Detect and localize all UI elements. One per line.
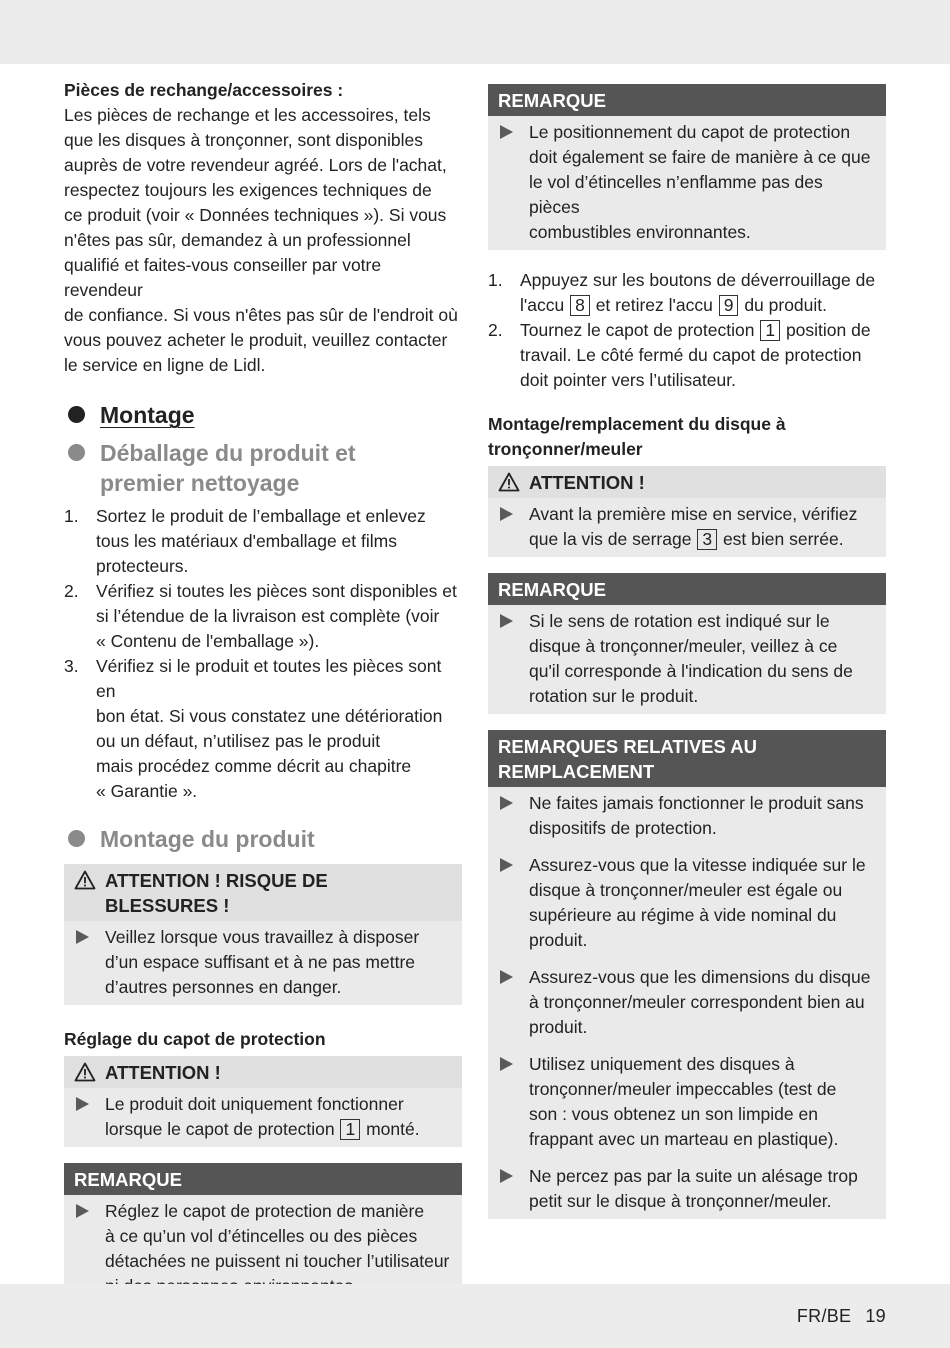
heading-text	[100, 438, 356, 498]
header-line: ATTENTION !	[529, 472, 645, 493]
text-line: rotation sur le produit.	[529, 686, 699, 706]
text-line: bon état. Si vous constatez une détérioration	[96, 706, 443, 726]
text-fragment: que la vis de serrage	[529, 529, 692, 549]
locale-code: FR/BE	[796, 1306, 852, 1326]
text-line: d’un espace suffisant et à ne pas mettre	[105, 952, 416, 972]
bullet-item	[488, 498, 886, 552]
text-line: Sortez le produit de l’emballage et enlevez	[96, 506, 426, 526]
bullet-item	[64, 1088, 462, 1142]
header-line: REMARQUE	[498, 90, 606, 111]
part-reference: 3	[697, 529, 717, 550]
text-line: Utilisez uniquement des disques à	[529, 1054, 795, 1074]
deballage-steps	[64, 504, 462, 804]
text-line: disque à tronçonner/meuler est égale ou	[529, 880, 843, 900]
text-line: Assurez-vous que la vitesse indiquée sur le	[529, 855, 866, 875]
text-line: doit également se faire de manière à ce que	[529, 147, 871, 167]
triangle-bullet-icon	[500, 1169, 513, 1183]
list-item	[488, 318, 886, 393]
text-line	[105, 1117, 420, 1142]
header-line: REMARQUES RELATIVES AU	[498, 736, 758, 757]
warning-box-header	[488, 466, 886, 498]
bullet-item	[488, 605, 886, 709]
heading-text: Montage du produit	[100, 826, 315, 852]
text-line: de confiance. Si vous n'êtes pas sûr de l'endroit où	[64, 305, 458, 325]
note-box-header	[488, 84, 886, 116]
list-item	[64, 504, 462, 579]
part-reference: 1	[340, 1119, 360, 1140]
note-box-header	[488, 730, 886, 787]
text-line: Les pièces de rechange et les accessoires, tels	[64, 105, 431, 125]
header-line: BLESSURES !	[105, 895, 230, 916]
heading-deballage	[64, 438, 462, 498]
text-line: produit.	[529, 930, 588, 950]
triangle-bullet-icon	[500, 1057, 513, 1071]
text-line: respectez toujours les exigences techniques de	[64, 180, 432, 200]
triangle-bullet-icon	[76, 930, 89, 944]
filled-circle-icon	[68, 406, 85, 423]
text-fragment: l'accu	[520, 295, 565, 315]
warning-box-header	[64, 864, 462, 921]
heading-line: premier nettoyage	[100, 470, 300, 496]
text-line: Assurez-vous que les dimensions du disque	[529, 967, 871, 987]
text-line: d’autres personnes en danger.	[105, 977, 342, 997]
text-line: frappant avec un marteau en plastique).	[529, 1129, 839, 1149]
text-line: produit.	[529, 1017, 588, 1037]
reglage-title: Réglage du capot de protection	[64, 1029, 326, 1049]
heading-text: Montage	[100, 402, 195, 428]
filled-circle-icon	[68, 444, 85, 461]
text-line: son : vous obtenez un son limpide en	[529, 1104, 818, 1124]
warning-box-header	[64, 1056, 462, 1088]
header-line: REMARQUE	[74, 1169, 182, 1190]
replacement-notes-box	[488, 730, 886, 1219]
text-line: petit sur le disque à tronçonner/meuler.	[529, 1191, 832, 1211]
disque-title	[488, 412, 886, 462]
text-line: que les disques à tronçonner, sont disponibles	[64, 130, 423, 150]
list-item	[488, 268, 886, 318]
text-fragment: est bien serrée.	[722, 529, 844, 549]
text-line: qualifié et faites-vous conseiller par votre revendeur	[64, 255, 382, 300]
triangle-bullet-icon	[500, 970, 513, 984]
text-fragment: position de	[785, 320, 871, 340]
heading-montage-produit	[64, 824, 462, 854]
text-line: combustibles environnantes.	[529, 222, 751, 242]
text-line: à tronçonner/meuler correspondent bien au	[529, 992, 865, 1012]
header-line: ATTENTION !	[105, 1062, 221, 1083]
text-line: ce produit (voir « Données techniques »). Si vous	[64, 205, 447, 225]
text-line: Ne faites jamais fonctionner le produit sans	[529, 793, 864, 813]
text-line: supérieure au régime à vide nominal du	[529, 905, 837, 925]
list-item	[64, 579, 462, 654]
spare-parts-text	[64, 103, 462, 378]
bullet-item	[488, 849, 886, 953]
filled-circle-icon	[68, 830, 85, 847]
text-line: vous pouvez acheter le produit, veuillez contacter	[64, 330, 448, 350]
bullet-item	[488, 961, 886, 1040]
triangle-bullet-icon	[500, 125, 513, 139]
note-box	[488, 84, 886, 250]
text-line: Ne percez pas par la suite un alésage trop	[529, 1166, 858, 1186]
bullet-item	[488, 1048, 886, 1152]
text-line	[529, 527, 857, 552]
triangle-bullet-icon	[500, 507, 513, 521]
text-line: détachées ne puissent ni toucher l’utilisateur	[105, 1251, 450, 1271]
text-line: doit pointer vers l’utilisateur.	[520, 370, 736, 390]
text-line: si l’étendue de la livraison est complète (voir	[96, 606, 440, 626]
text-line: n'êtes pas sûr, demandez à un professionnel	[64, 230, 411, 250]
text-line: le vol d’étincelles n’enflamme pas des pièces	[529, 172, 823, 217]
step-number: 2.	[64, 581, 79, 601]
header-line: REMPLACEMENT	[498, 761, 655, 782]
warning-box-attention	[488, 466, 886, 557]
text-fragment: monté.	[366, 1119, 420, 1139]
text-line: le service en ligne de Lidl.	[64, 355, 266, 375]
right-column	[488, 84, 886, 1219]
part-reference: 1	[760, 320, 780, 341]
mounting-steps	[488, 268, 886, 393]
text-line: Si le sens de rotation est indiqué sur le	[529, 611, 830, 631]
note-box	[488, 573, 886, 714]
note-box-header	[488, 573, 886, 605]
text-line	[520, 293, 875, 318]
warning-box-injury	[64, 864, 462, 1005]
left-column	[64, 78, 462, 1304]
note-box	[64, 1163, 462, 1304]
text-line: Veillez lorsque vous travaillez à disposer	[105, 927, 420, 947]
text-line: ou un défaut, n’utilisez pas le produit	[96, 731, 381, 751]
bullet-item	[488, 116, 886, 245]
text-line: à ce qu’un vol d’étincelles ou des pièces	[105, 1226, 418, 1246]
text-line: travail. Le côté fermé du capot de protection	[520, 345, 862, 365]
page-number: 19	[865, 1306, 886, 1326]
step-number: 1.	[488, 270, 503, 290]
spare-parts-title: Pièces de rechange/accessoires :	[64, 80, 344, 100]
text-line: disque à tronçonner/meuler, veillez à ce	[529, 636, 838, 656]
title-line: tronçonner/meuler	[488, 439, 643, 459]
text-line: Avant la première mise en service, vérifiez	[529, 504, 858, 524]
bullet-item	[64, 921, 462, 1000]
text-line: « Contenu de l'emballage »).	[96, 631, 320, 651]
title-line: Montage/remplacement du disque à	[488, 414, 786, 434]
text-fragment: lorsque le capot de protection	[105, 1119, 335, 1139]
text-line	[520, 318, 871, 343]
text-line: tronçonner/meuler impeccables (test de	[529, 1079, 837, 1099]
step-number: 1.	[64, 506, 79, 526]
text-line: Vérifiez si toutes les pièces sont disponibles et	[96, 581, 457, 601]
triangle-bullet-icon	[76, 1204, 89, 1218]
text-line: mais procédez comme décrit au chapitre	[96, 756, 412, 776]
text-line: Le produit doit uniquement fonctionner	[105, 1094, 404, 1114]
heading-line: Déballage du produit et	[100, 440, 356, 466]
triangle-bullet-icon	[76, 1097, 89, 1111]
text-line: auprès de votre revendeur agréé. Lors de l'achat,	[64, 155, 447, 175]
header-line: REMARQUE	[498, 579, 606, 600]
step-number: 3.	[64, 656, 79, 676]
text-line: Le positionnement du capot de protection	[529, 122, 851, 142]
warning-triangle-icon	[498, 472, 520, 492]
triangle-bullet-icon	[500, 796, 513, 810]
text-fragment: et retirez l'accu	[595, 295, 713, 315]
text-fragment: Tournez le capot de protection	[520, 320, 755, 340]
list-item	[64, 654, 462, 804]
heading-montage	[64, 400, 462, 430]
part-reference: 9	[719, 295, 739, 316]
bullet-item	[488, 787, 886, 841]
text-line: qu'il corresponde à l'indication du sens de	[529, 661, 853, 681]
triangle-bullet-icon	[500, 858, 513, 872]
bullet-item	[488, 1160, 886, 1214]
warning-triangle-icon	[74, 870, 96, 890]
page-footer	[797, 1304, 886, 1329]
text-fragment: du produit.	[744, 295, 828, 315]
text-line: Vérifiez si le produit et toutes les pièces sont en	[96, 656, 442, 701]
warning-box-attention	[64, 1056, 462, 1147]
triangle-bullet-icon	[500, 614, 513, 628]
text-line: Appuyez sur les boutons de déverrouillage de	[520, 270, 876, 290]
note-box-header	[64, 1163, 462, 1195]
text-line: Réglez le capot de protection de manière	[105, 1201, 425, 1221]
warning-triangle-icon	[74, 1062, 96, 1082]
text-line: protecteurs.	[96, 556, 189, 576]
text-line: dispositifs de protection.	[529, 818, 717, 838]
text-line: tous les matériaux d'emballage et films	[96, 531, 397, 551]
step-number: 2.	[488, 320, 503, 340]
top-band	[0, 0, 950, 64]
text-line: « Garantie ».	[96, 781, 198, 801]
header-line: ATTENTION ! RISQUE DE	[105, 870, 328, 891]
part-reference: 8	[570, 295, 590, 316]
